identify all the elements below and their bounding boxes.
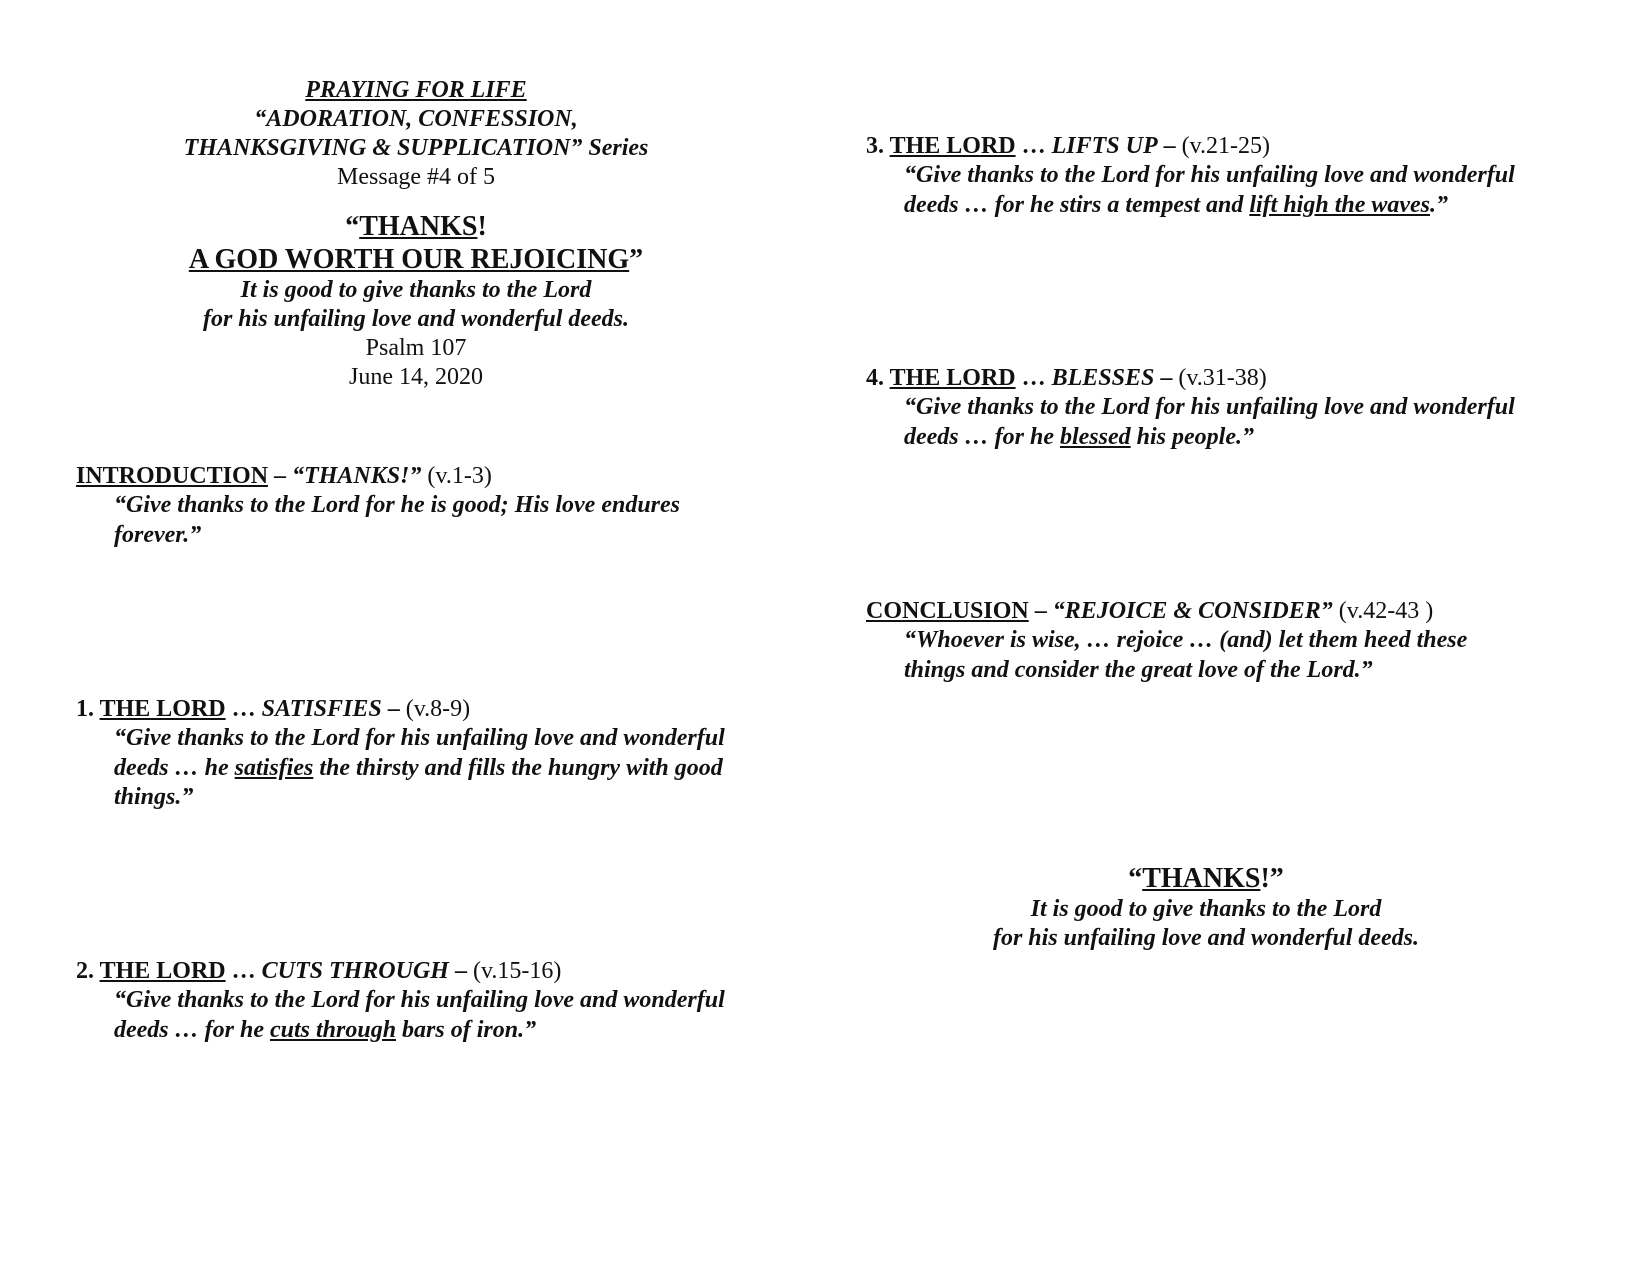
introduction-label: INTRODUCTION bbox=[76, 463, 269, 489]
series-title: PRAYING FOR LIFE bbox=[305, 77, 527, 103]
point-2-heading bbox=[76, 957, 776, 986]
point-1-heading bbox=[76, 695, 776, 724]
point-4-heading bbox=[866, 364, 1566, 393]
point-1-verb: SATISFIES bbox=[261, 696, 382, 722]
point-4-number: 4. bbox=[866, 365, 890, 391]
sermon-title-line-2 bbox=[76, 243, 756, 276]
point-2-ellipsis: … bbox=[225, 958, 262, 984]
point-1-dash: – bbox=[381, 696, 406, 722]
message-number: Message #4 of 5 bbox=[337, 164, 495, 190]
introduction-section bbox=[76, 462, 776, 550]
point-4-quote-line-1: “Give thanks to the Lord for his unfailing love and wonderful bbox=[904, 394, 1515, 420]
conclusion-dash: – bbox=[1028, 598, 1053, 624]
title-word: THANKS bbox=[359, 211, 478, 242]
point-3-number: 3. bbox=[866, 133, 890, 159]
point-3-quote-underlined: lift high the waves bbox=[1249, 191, 1431, 218]
point-2-quote-post: bars of iron.” bbox=[396, 1016, 537, 1043]
point-2-quote-line-2 bbox=[76, 1016, 776, 1046]
closing-close: !” bbox=[1260, 863, 1284, 894]
point-1-ellipsis: … bbox=[225, 696, 262, 722]
conclusion-subtitle: “REJOICE & CONSIDER” bbox=[1052, 598, 1333, 624]
introduction-quote-line-2: forever.” bbox=[114, 521, 202, 548]
point-4-quote-pre: deeds … for he bbox=[904, 423, 1060, 450]
point-3-quote-post: .” bbox=[1430, 191, 1449, 218]
point-4-quote-post: his people.” bbox=[1130, 423, 1254, 450]
point-3-verb: LIFTS UP bbox=[1051, 133, 1158, 159]
introduction-dash: – bbox=[268, 463, 293, 489]
point-3-quote-line-1: “Give thanks to the Lord for his unfailing love and wonderful bbox=[904, 162, 1515, 188]
closing-title bbox=[866, 862, 1546, 895]
title-close-quote: ” bbox=[629, 244, 644, 275]
introduction-ref: (v.1-3) bbox=[421, 463, 492, 489]
point-1-number: 1. bbox=[76, 696, 100, 722]
point-3-ellipsis: … bbox=[1015, 133, 1052, 159]
point-3-quote-pre: deeds … for he stirs a tempest and bbox=[904, 191, 1250, 218]
point-1-ref: (v.8-9) bbox=[405, 696, 471, 722]
introduction-quote-line-1: “Give thanks to the Lord for he is good; His love endures bbox=[114, 492, 681, 518]
point-3-lord: THE LORD bbox=[889, 133, 1016, 159]
point-1-quote-post: the thirsty and fills the hungry with good bbox=[313, 754, 723, 781]
scripture-reference: Psalm 107 bbox=[365, 335, 467, 361]
point-3-section bbox=[866, 132, 1566, 220]
point-4-quote-line-2 bbox=[866, 423, 1566, 453]
point-4-quote-underlined: blessed bbox=[1059, 423, 1131, 450]
point-2-ref: (v.15-16) bbox=[472, 958, 562, 984]
series-line-3: THANKSGIVING & SUPPLICATION” Series bbox=[183, 135, 649, 161]
title-exclaim: ! bbox=[477, 211, 487, 242]
conclusion-ref: (v.42-43 ) bbox=[1332, 598, 1434, 624]
point-4-lord: THE LORD bbox=[889, 365, 1016, 391]
sermon-title-line-1 bbox=[76, 210, 756, 243]
point-4-ellipsis: … bbox=[1015, 365, 1052, 391]
title-line-2-text: A GOD WORTH OUR REJOICING bbox=[188, 244, 630, 275]
sermon-date: June 14, 2020 bbox=[349, 364, 483, 390]
introduction-heading bbox=[76, 462, 776, 491]
sermon-header bbox=[76, 76, 756, 392]
theme-line-1: It is good to give thanks to the Lord bbox=[240, 277, 592, 303]
point-1-section bbox=[76, 695, 776, 813]
point-2-lord: THE LORD bbox=[99, 958, 226, 984]
closing-line-1: It is good to give thanks to the Lord bbox=[1030, 896, 1382, 922]
conclusion-section bbox=[866, 597, 1566, 685]
series-line-2: “ADORATION, CONFESSION, bbox=[254, 106, 578, 132]
point-2-section bbox=[76, 957, 776, 1045]
closing-block bbox=[866, 862, 1546, 953]
point-3-dash: – bbox=[1157, 133, 1182, 159]
point-1-quote-pre: deeds … he bbox=[114, 754, 235, 781]
point-2-dash: – bbox=[448, 958, 473, 984]
point-3-ref: (v.21-25) bbox=[1181, 133, 1271, 159]
point-3-quote-line-2 bbox=[866, 191, 1566, 221]
point-4-ref: (v.31-38) bbox=[1178, 365, 1267, 391]
point-1-quote-line-1: “Give thanks to the Lord for his unfailing love and wonderful bbox=[114, 725, 725, 751]
conclusion-quote-line-2: things and consider the great love of the Lord.” bbox=[904, 656, 1373, 683]
point-4-verb: BLESSES bbox=[1051, 365, 1155, 391]
theme-line-2: for his unfailing love and wonderful deeds. bbox=[202, 306, 630, 332]
point-2-number: 2. bbox=[76, 958, 100, 984]
closing-line-2: for his unfailing love and wonderful deeds. bbox=[992, 925, 1420, 951]
point-4-dash: – bbox=[1154, 365, 1179, 391]
point-4-section bbox=[866, 364, 1566, 452]
conclusion-quote-line-1: “Whoever is wise, … rejoice … (and) let them heed these bbox=[904, 627, 1468, 653]
point-1-quote-line-2 bbox=[76, 754, 776, 784]
conclusion-label: CONCLUSION bbox=[866, 598, 1029, 624]
point-2-verb: CUTS THROUGH bbox=[261, 958, 449, 984]
title-open-quote: “ bbox=[345, 211, 360, 242]
point-2-quote-line-1: “Give thanks to the Lord for his unfailing love and wonderful bbox=[114, 987, 725, 1013]
point-1-quote-line-3: things.” bbox=[114, 784, 194, 810]
conclusion-heading bbox=[866, 597, 1566, 626]
introduction-subtitle: “THANKS!” bbox=[292, 463, 422, 489]
point-2-quote-pre: deeds … for he bbox=[114, 1016, 270, 1043]
point-1-quote-underlined: satisfies bbox=[234, 754, 314, 781]
point-2-quote-underlined: cuts through bbox=[269, 1016, 397, 1043]
point-3-heading bbox=[866, 132, 1566, 161]
closing-word: THANKS bbox=[1142, 863, 1261, 894]
point-1-lord: THE LORD bbox=[99, 696, 226, 722]
closing-open-quote: “ bbox=[1128, 863, 1143, 894]
